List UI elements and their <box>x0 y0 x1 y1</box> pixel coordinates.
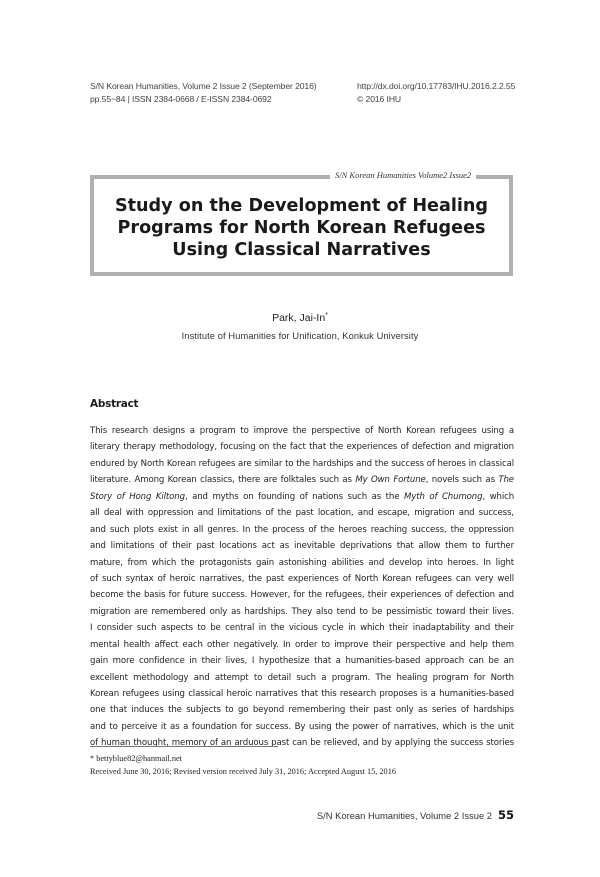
title-line-1: Study on the Development of Healing <box>114 196 489 216</box>
abstract-line: gain more confidence in their lives, I hypothesize that a humanities-based approach can be an <box>90 656 514 667</box>
abstract-line: mental health affect each other negatively. In order to improve their perspective and help them <box>90 639 514 650</box>
abstract-line: endured by North Korean refugees are similar to the hardships and the success of heroes in classical <box>90 458 514 469</box>
paper-title <box>92 195 511 261</box>
abstract-line: literature. Among Korean classics, there are folktales such as My Own Fortune, novels such as The <box>90 475 514 486</box>
abstract-heading: Abstract <box>90 398 139 410</box>
abstract-line: all deal with oppression and limitations of the past location, and escape, migration and success, <box>90 508 514 519</box>
abstract-line: This research designs a program to improve the perspective of North Korean refugees using a <box>90 426 514 436</box>
abstract-line: Korean refugees using classical heroic narratives that this research proposes is a humanities-based <box>90 689 514 699</box>
footnote-dates: Received June 30, 2016; Revised version received July 31, 2016; Accepted August 15, 2016 <box>90 767 397 776</box>
running-footer <box>317 808 514 822</box>
abstract-body <box>90 423 514 752</box>
header-pages-issn: pp.55~84 | ISSN 2384-0668 / E-ISSN 2384-0692 <box>90 93 272 104</box>
author-affiliation: Institute of Humanities for Unification, Konkuk University <box>181 331 419 341</box>
author-line <box>0 312 600 324</box>
title-my-own-fortune: My Own Fortune <box>355 475 426 486</box>
footnote <box>90 752 396 778</box>
doi-link[interactable]: http://dx.doi.org/10.17783/IHU.2016.2.2.55 <box>357 81 516 91</box>
header-doi-block <box>357 80 515 105</box>
abstract-line: I consider such aspects to be central in the vicious cycle in which their inadaptability and their <box>90 623 514 634</box>
abstract-line: mature, from which the protagonists gain astonishing abilities and develop into heroes. In light <box>90 557 514 568</box>
title-line-3: Using Classical Narratives <box>172 240 431 260</box>
abstract-line: of human thought, memory of an arduous past can be relieved, and by applying the success stories <box>90 738 514 749</box>
footnote-email: * bettyblue82@hanmail.net <box>90 754 182 763</box>
abstract-line: excellent methodology and attempt to detail such a program. The healing program for North <box>90 672 514 683</box>
title-hong-kiltong: Story of Hong Kiltong <box>90 491 185 502</box>
header-journal-issue: S/N Korean Humanities, Volume 2 Issue 2 (September 2016) <box>90 81 317 91</box>
copyright-notice: © 2016 IHU <box>357 93 402 104</box>
footnote-divider <box>90 746 278 747</box>
abstract-line: literary therapy methodology, focusing on the fact that the experiences of defection and migration <box>90 442 514 453</box>
author-name: Park, Jai-In <box>272 312 326 324</box>
abstract-line: become the basis for future success. However, for the refugees, their experiences of defection and <box>90 590 514 601</box>
abstract-line: one that induces the subjects to go beyond remembering their past only as series of hardships <box>90 705 514 716</box>
abstract-line: and limitations of their past locations act as inevitable deprivations that allow them to further <box>90 541 514 552</box>
abstract-line: Story of Hong Kiltong, and myths on founding of nations such as the Myth of Chumong, which <box>90 491 515 502</box>
footer-journal: S/N Korean Humanities, Volume 2 Issue 2 <box>316 810 492 821</box>
title-the: The <box>498 475 514 486</box>
abstract-line: migration are remembered only as hardships. They also tend to be pessimistic toward their lives. <box>90 606 514 617</box>
title-line-2: Programs for North Korean Refugees <box>117 218 486 238</box>
author-footnote-marker[interactable]: * <box>325 312 328 319</box>
journal-tag: S/N Korean Humanities Volume2 Issue2 <box>330 170 476 180</box>
title-myth-of-chumong: Myth of Chumong <box>403 491 483 502</box>
abstract-line: and such plots exist in all genres. In the process of the heroes reaching success, the oppression <box>90 524 514 535</box>
abstract-line: of such syntax of heroic narratives, the past experiences of North Korean refugees can very well <box>90 573 514 584</box>
page-number: 55 <box>497 808 514 822</box>
header-citation <box>90 80 317 105</box>
abstract-line: and to perceive it as a foundation for success. By using the power of narratives, which is the unit <box>90 721 514 732</box>
